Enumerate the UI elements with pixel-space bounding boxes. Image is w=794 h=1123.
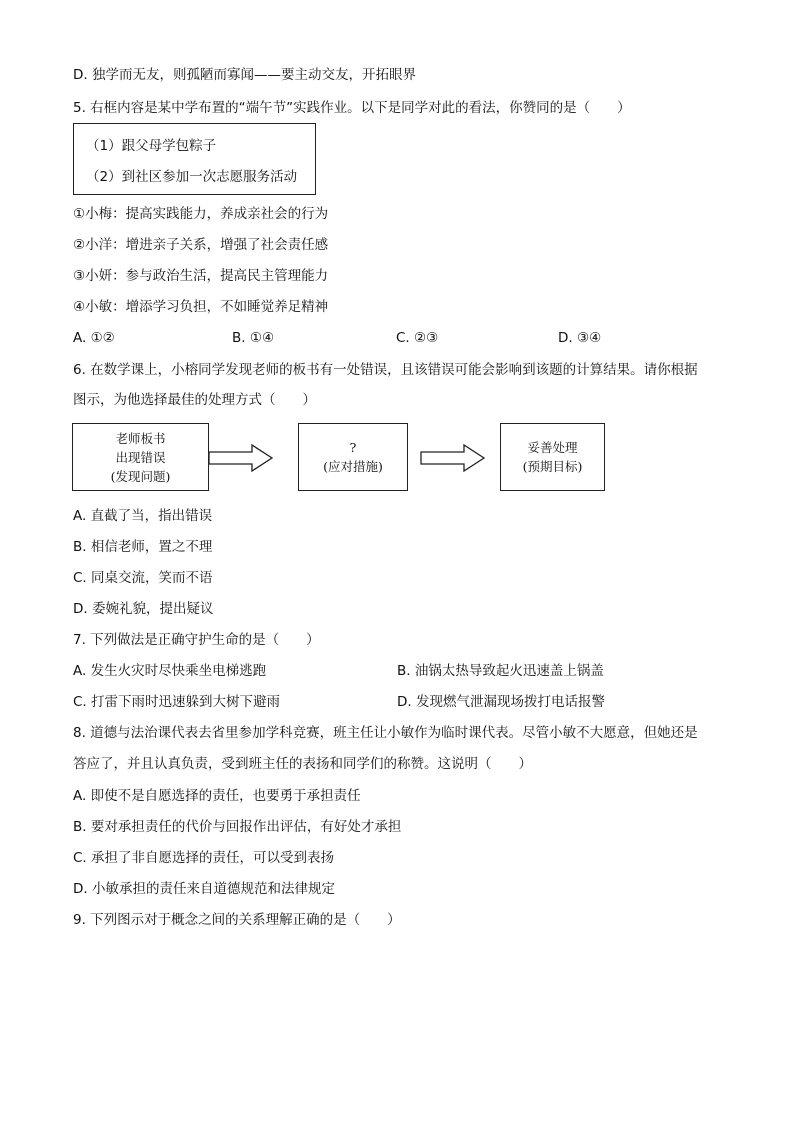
flow-arrow-2-icon: [420, 444, 486, 472]
q6-option-d: D. 委婉礼貌，提出疑议: [73, 601, 214, 617]
q5-stem: 5. 右框内容是某中学布置的“端午节”实践作业。以下是同学对此的看法，你赞同的是（ ）: [73, 100, 631, 116]
q9-stem: 9. 下列图示对于概念之间的关系理解正确的是（ ）: [73, 912, 401, 928]
q8-option-b: B. 要对承担责任的代价与回报作出评估，有好处才承担: [73, 819, 402, 835]
q6-stem-line-1: 6. 在数学课上，小榕同学发现老师的板书有一处错误，且该错误可能会影响到该题的计算结果。请你根据: [73, 362, 698, 378]
q5-box-item-1: （1）跟父母学包粽子: [86, 138, 217, 154]
q5-view-1: ①小梅：提高实践能力，养成亲社会的行为: [73, 206, 329, 222]
flow-box-discover-problem: [72, 423, 209, 491]
q7-option-a: A. 发生火灾时尽快乘坐电梯逃跑: [73, 663, 267, 679]
flow-box-3-line-1: 妥善处理: [527, 440, 578, 455]
q5-option-d: D. ③④: [558, 330, 602, 346]
flow-box-1-line-2: 出现错误: [115, 449, 166, 465]
q5-option-b: B. ①④: [232, 330, 275, 346]
q8-option-c: C. 承担了非自愿选择的责任，可以受到表扬: [73, 850, 335, 866]
q7-option-d: D. 发现燃气泄漏现场拨打电话报警: [397, 694, 605, 710]
q5-view-4: ④小敏：增添学习负担，不如睡觉养足精神: [73, 299, 329, 315]
q5-view-2: ②小洋：增进亲子关系，增强了社会责任感: [73, 237, 329, 253]
q8-option-a: A. 即使不是自愿选择的责任，也要勇于承担责任: [73, 788, 361, 804]
q7-stem: 7. 下列做法是正确守护生命的是（ ）: [73, 632, 320, 648]
q6-stem-line-2: 图示，为他选择最佳的处理方式（ ）: [73, 392, 316, 408]
q7-option-b: B. 油锅太热导致起火迅速盖上锅盖: [397, 663, 604, 679]
q8-stem-line-2: 答应了，并且认真负责，受到班主任的表扬和同学们的称赞。这说明（ ）: [73, 756, 532, 772]
flow-box-response: [298, 423, 408, 491]
q4-option-d: D. 独学而无友，则孤陋而寡闻——要主动交友，开拓眼界: [73, 67, 416, 83]
flow-box-3-line-2: (预期目标): [522, 459, 583, 474]
q5-homework-box: [73, 123, 316, 195]
q5-view-3: ③小妍：参与政治生活，提高民主管理能力: [73, 268, 329, 284]
flow-box-goal: [500, 423, 605, 491]
q5-option-a: A. ①②: [73, 330, 115, 346]
q6-option-b: B. 相信老师，置之不理: [73, 539, 213, 555]
flow-arrow-1-icon: [208, 444, 274, 472]
flow-box-2-line-1: ?: [349, 440, 357, 455]
q7-option-c: C. 打雷下雨时迅速躲到大树下避雨: [73, 694, 281, 710]
q5-option-c: C. ②③: [396, 330, 439, 346]
flow-box-2-line-2: (应对措施): [323, 459, 383, 474]
q8-option-d: D. 小敏承担的责任来自道德规范和法律规定: [73, 881, 335, 897]
flow-box-1-line-1: 老师板书: [115, 430, 166, 446]
q6-option-a: A. 直截了当，指出错误: [73, 508, 213, 524]
q5-box-item-2: （2）到社区参加一次志愿服务活动: [86, 169, 298, 185]
q8-stem-line-1: 8. 道德与法治课代表去省里参加学科竞赛，班主任让小敏作为临时课代表。尽管小敏不大愿意，但她还是: [73, 725, 698, 741]
flow-box-1-line-3: (发现问题): [110, 468, 171, 484]
q6-option-c: C. 同桌交流，笑而不语: [73, 570, 213, 586]
